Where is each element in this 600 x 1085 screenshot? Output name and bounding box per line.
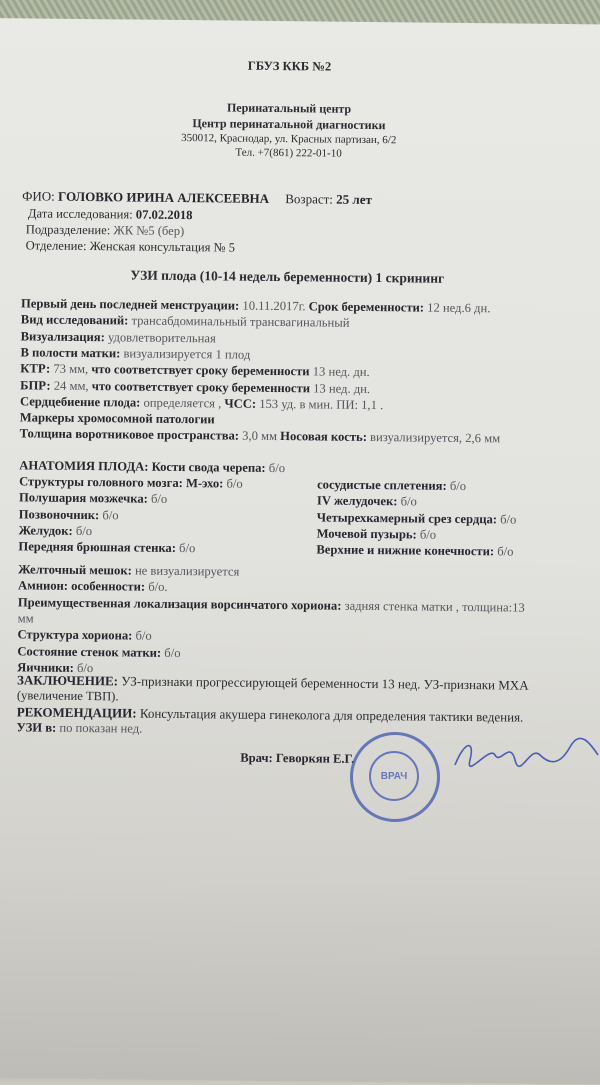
finding-row	[18, 540, 195, 557]
label: УЗИ в:	[17, 720, 57, 734]
finding-row	[317, 526, 437, 542]
value: 12 нед.6 дн.	[427, 301, 490, 316]
value: визуализируется, 2,6 мм	[370, 430, 500, 445]
label: Дата исследования:	[28, 206, 133, 221]
finding-row	[20, 410, 215, 427]
label: Визуализация:	[21, 329, 105, 344]
department-name: Центр перинатальной диагностики	[0, 114, 589, 135]
unit-row	[26, 238, 236, 255]
label: КТР:	[20, 362, 50, 376]
value: удовлетворительная	[108, 330, 216, 345]
finding-row	[18, 595, 525, 615]
value: 13 нед. дн.	[313, 381, 370, 396]
unit: Женская консультация № 5	[90, 239, 236, 255]
stamp-center: ВРАЧ	[369, 751, 419, 801]
finding-row	[317, 494, 417, 510]
center-name: Перинатальный центр	[0, 98, 589, 119]
conclusion-cont: (увеличение ТВП).	[17, 688, 119, 704]
label: Преимущественная локализация ворсинчатого хориона:	[18, 595, 342, 612]
label: Структура хориона:	[17, 628, 132, 643]
doctor-name: Геворкян Е.Г.	[276, 751, 355, 766]
value: УЗ-признаки прогрессирующей беременности 13 нед. УЗ-признаки МХА	[121, 673, 529, 692]
value: задняя стенка матки , толщина:13	[345, 598, 525, 614]
label: Первый день последней менструации:	[21, 296, 239, 312]
value: б/о	[179, 541, 195, 555]
finding-row	[18, 579, 168, 596]
finding-row	[20, 362, 369, 381]
label: Состояние стенок матки:	[17, 644, 161, 660]
label: Четырехкамерный срез сердца:	[317, 510, 497, 526]
patient-name: ГОЛОВКО ИРИНА АЛЕКСЕЕВНА	[58, 189, 269, 206]
label: Кости свода черепа:	[152, 460, 266, 475]
document-page	[0, 18, 600, 1085]
label: Полушария мозжечка:	[19, 491, 148, 506]
value: б/о	[450, 479, 466, 493]
value: визуализируется 1 плод	[123, 346, 250, 361]
value: 73 мм,	[53, 362, 88, 376]
label: ЧСС:	[224, 396, 256, 410]
label: Желудок:	[19, 523, 73, 538]
phone: Тел. +7(861) 222-01-10	[0, 144, 589, 162]
finding-row	[20, 345, 250, 362]
label: что соответствует сроку беременности	[92, 379, 310, 395]
address: 350012, Краснодар, ул. Красных партизан, 6/2	[0, 130, 589, 148]
anatomy-heading	[19, 458, 285, 476]
label: Амнион: особенности:	[18, 579, 145, 594]
date-row	[28, 206, 193, 223]
finding-row	[18, 611, 34, 626]
label: Верхние и нижние конечности:	[316, 543, 494, 559]
label: ФИО:	[22, 188, 55, 203]
next-ultrasound	[16, 720, 142, 736]
label: Вид исследований:	[21, 313, 129, 328]
value: Консультация акушера гинеколога для определения тактики ведения.	[140, 706, 524, 725]
label: Отделение:	[26, 238, 87, 253]
label: Подразделение:	[26, 222, 111, 237]
value: б/о	[77, 661, 93, 675]
value: определяется ,	[143, 395, 221, 410]
value: трансабдоминальный трансвагинальный	[131, 314, 349, 330]
subdivision: ЖК №5 (бер)	[113, 223, 184, 238]
label: Толщина воротниковое пространства:	[20, 427, 240, 443]
value: мм	[18, 611, 34, 625]
value: б/о	[76, 524, 92, 538]
label: ЗАКЛЮЧЕНИЕ:	[17, 672, 118, 688]
label: что соответствует сроку беременности	[91, 362, 309, 378]
label: IV желудочек:	[317, 494, 398, 509]
finding-row	[19, 474, 243, 491]
subdivision-row	[26, 222, 185, 239]
label: Маркеры хромосомной патологии	[20, 410, 215, 426]
value: б/о	[500, 512, 516, 526]
label: В полости матки:	[20, 345, 120, 360]
label: Желточный мешок:	[18, 562, 132, 577]
finding-row	[19, 507, 119, 523]
value: б/о	[151, 492, 167, 506]
label: Врач:	[240, 751, 273, 765]
value: б/о	[164, 645, 180, 659]
value: 153 уд. в мин. ПИ: 1,1 .	[259, 397, 383, 412]
label: Мочевой пузырь:	[317, 526, 417, 541]
signature	[450, 735, 600, 775]
label: БПР:	[20, 378, 51, 392]
value: б/о	[226, 477, 242, 491]
label: Позвоночник:	[19, 507, 100, 522]
value: б/о.	[148, 580, 168, 594]
exam-date: 07.02.2018	[136, 208, 193, 223]
value: б/о	[102, 508, 118, 522]
patient-age: 25 лет	[336, 192, 372, 207]
value: 10.11.2017г.	[242, 299, 305, 314]
patient-name-row	[22, 188, 372, 208]
finding-row	[20, 427, 501, 447]
org-name: ГБУЗ ККБ №2	[0, 56, 590, 77]
finding-row	[317, 510, 517, 527]
finding-row	[316, 543, 513, 560]
value: б/о	[497, 545, 513, 559]
label: Носовая кость:	[280, 429, 367, 444]
finding-row	[17, 628, 151, 644]
value: 3,0 мм	[242, 429, 277, 443]
finding-row	[21, 329, 216, 346]
finding-row	[18, 562, 239, 579]
label: сосудистые сплетения:	[317, 477, 447, 492]
finding-row	[17, 644, 180, 661]
label: РЕКОМЕНДАЦИИ:	[17, 704, 137, 720]
value: б/о	[401, 495, 417, 509]
doctor	[240, 751, 354, 767]
value: б/о	[269, 461, 285, 475]
finding-row	[19, 491, 167, 508]
value: б/о	[135, 629, 151, 643]
label: АНАТОМИЯ ПЛОДА:	[19, 458, 148, 473]
value: б/о	[420, 527, 436, 541]
finding-row	[317, 477, 466, 494]
label: Возраст:	[285, 191, 333, 206]
doctor-stamp	[350, 732, 440, 822]
value: 24 мм,	[54, 378, 89, 392]
label: Сердцебиение плода:	[20, 394, 141, 409]
value: не визуализируется	[135, 564, 239, 579]
document-title: УЗИ плода (10-14 недель беременности) 1 скрининг	[0, 266, 587, 288]
label: Структуры головного мозга: М-эхо:	[19, 474, 223, 490]
label: Яичники:	[17, 660, 74, 675]
value: по показан нед.	[59, 721, 142, 736]
finding-row	[19, 523, 93, 539]
finding-row	[21, 313, 350, 331]
value: 13 нед. дн.	[313, 365, 370, 380]
label: Передняя брюшная стенка:	[18, 540, 176, 556]
label: Срок беременности:	[309, 299, 424, 314]
